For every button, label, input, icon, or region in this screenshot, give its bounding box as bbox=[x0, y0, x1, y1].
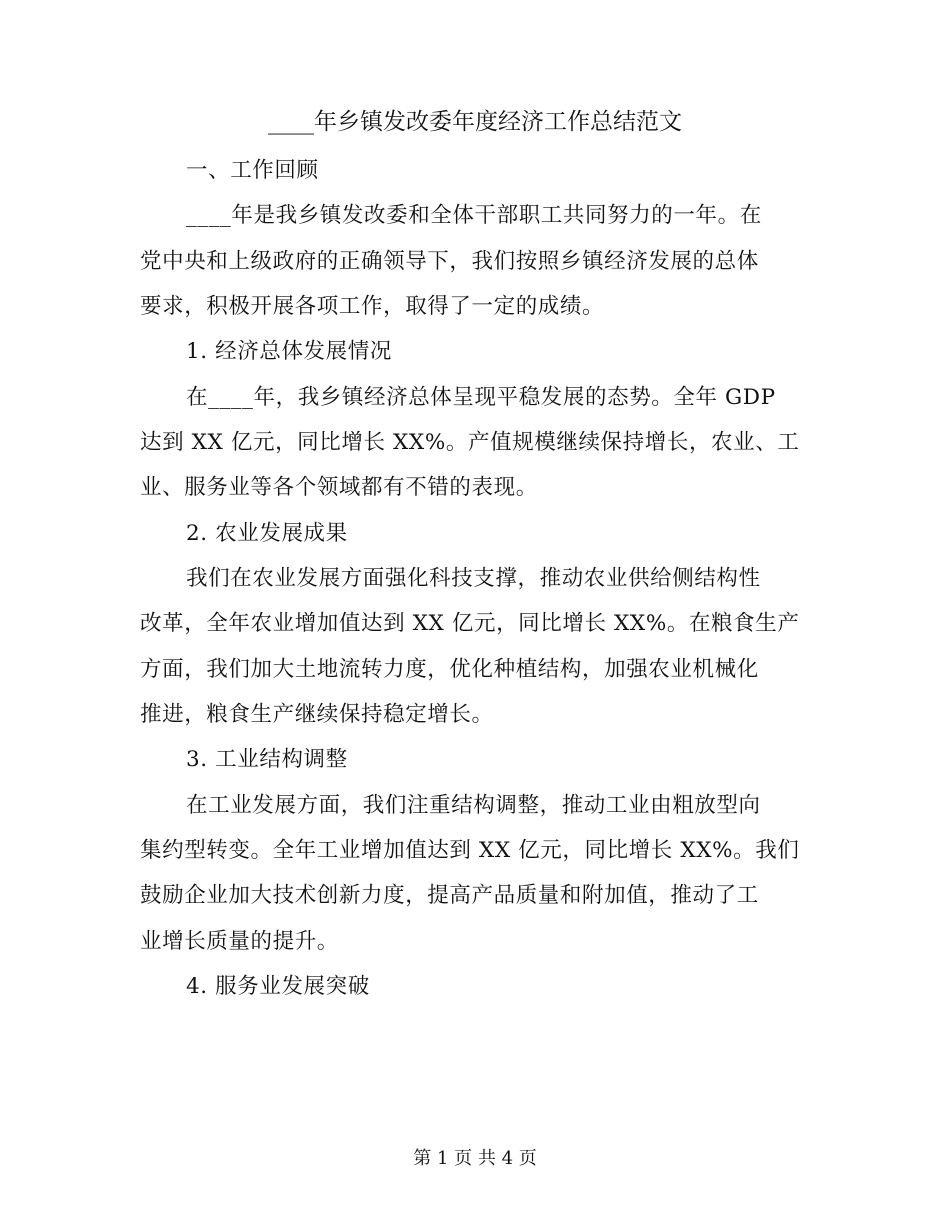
document-title: ____年乡镇发改委年度经济工作总结范文 bbox=[268, 109, 682, 135]
paragraph-line: 推进，粮食生产继续保持稳定增长。 bbox=[140, 702, 494, 727]
paragraph-line: 业增长质量的提升。 bbox=[140, 929, 339, 954]
paragraph-line: 在工业发展方面，我们注重结构调整，推动工业由粗放型向 bbox=[186, 793, 761, 818]
paragraph-line: 业、服务业等各个领域都有不错的表现。 bbox=[140, 475, 538, 500]
paragraph-line: 集约型转变。全年工业增加值达到 XX 亿元，同比增长 XX%。我们 bbox=[140, 838, 800, 863]
paragraph-line: 我们在农业发展方面强化科技支撑，推动农业供给侧结构性 bbox=[186, 566, 761, 591]
paragraph-line: 达到 XX 亿元，同比增长 XX%。产值规模继续保持增长，农业、工 bbox=[140, 430, 800, 455]
paragraph-line: 在____年，我乡镇经济总体呈现平稳发展的态势。全年 GDP bbox=[186, 385, 776, 410]
subsection-heading: 1. 经济总体发展情况 bbox=[186, 339, 392, 364]
subsection-heading: 2. 农业发展成果 bbox=[186, 521, 348, 546]
paragraph-line: 方面，我们加大土地流转力度，优化种植结构，加强农业机械化 bbox=[140, 657, 759, 682]
paragraph-line: ____年是我乡镇发改委和全体干部职工共同努力的一年。在 bbox=[186, 203, 762, 228]
paragraph-line: 改革，全年农业增加值达到 XX 亿元，同比增长 XX%。在粮食生产 bbox=[140, 611, 800, 636]
paragraph-line: 要求，积极开展各项工作，取得了一定的成绩。 bbox=[140, 294, 605, 319]
paragraph-line: 鼓励企业加大技术创新力度，提高产品质量和附加值，推动了工 bbox=[140, 883, 759, 908]
page-number-footer: 第 1 页 共 4 页 bbox=[413, 1148, 537, 1169]
section-heading: 一、工作回顾 bbox=[186, 158, 319, 183]
paragraph-line: 党中央和上级政府的正确领导下，我们按照乡镇经济发展的总体 bbox=[140, 249, 759, 274]
subsection-heading: 4. 服务业发展突破 bbox=[186, 974, 370, 999]
subsection-heading: 3. 工业结构调整 bbox=[186, 747, 348, 772]
